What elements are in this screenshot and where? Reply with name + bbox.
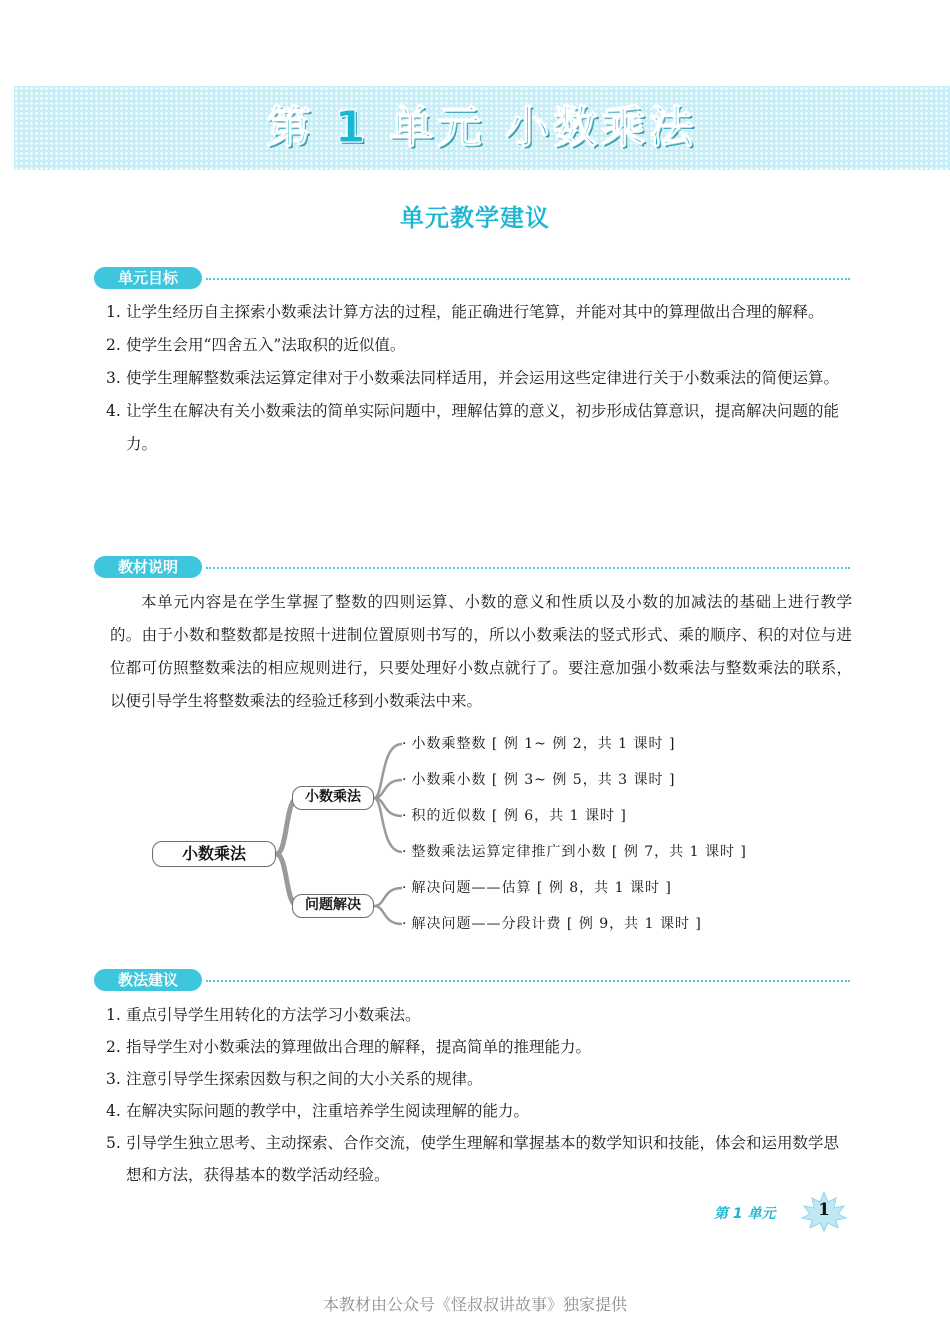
goals-list (106, 296, 854, 461)
mindmap-leaf: · 整数乘法运算定律推广到小数 [ 例 7，共 1 课时 ] (402, 844, 747, 860)
page-number: 1 (818, 1200, 830, 1220)
mindmap-leaf: · 积的近似数 [ 例 6，共 1 课时 ] (402, 808, 627, 824)
mindmap-leaf: · 解决问题——分段计费 [ 例 9，共 1 课时 ] (402, 916, 702, 932)
title-part: 第 (266, 102, 315, 153)
list-item: 4. 在解决实际问题的教学中，注重培养学生阅读理解的能力。 (106, 1102, 530, 1120)
list-item: 2. 使学生会用“四舍五入”法取积的近似值。 (106, 336, 406, 354)
mindmap-leaf: · 小数乘小数 [ 例 3~ 例 5，共 3 课时 ] (402, 772, 676, 788)
list-item: 3. 注意引导学生探索因数与积之间的大小关系的规律。 (106, 1070, 483, 1088)
mindmap-root-node: 小数乘法 (152, 841, 276, 867)
section-subtitle: 单元教学建议 (400, 204, 550, 232)
title-part: 单元 (389, 102, 486, 153)
unit-title (14, 86, 950, 170)
mindmap-branch-node: 小数乘法 (292, 786, 374, 810)
methods-list (106, 999, 854, 1191)
list-item: 3. 使学生理解整数乘法运算定律对于小数乘法同样适用，并会运用这些定律进行关于小数乘法的简便运算。 (106, 369, 840, 387)
section-label: 教法建议 (94, 969, 202, 991)
list-item: 4. 让学生在解决有关小数乘法的简单实际问题中，理解估算的意义，初步形成估算意识，提高解决问题的能力。 (106, 402, 840, 453)
footer-unit-label: 第 1 单元 (714, 1206, 776, 1222)
material-paragraph: 本单元内容是在学生掌握了整数的四则运算、小数的意义和性质以及小数的加减法的基础上进行教学的。由于小数和整数都是按照十进制位置原则书写的，所以小数乘法的竖式形式、乘的顺序、积的对位与进位都可仿照整数乘法的相应规则进行，只要处理好小数点就行了。要注意加强小数乘法与整数乘法的联系，以便引导学生将整数乘法的经验迁移到小数乘法中来。 (110, 593, 852, 710)
list-item: 1. 让学生经历自主探索小数乘法计算方法的过程，能正确进行笔算，并能对其中的算理做出合理的解释。 (106, 303, 824, 321)
list-item: 1. 重点引导学生用转化的方法学习小数乘法。 (106, 1006, 421, 1024)
title-part: 1 (334, 102, 370, 153)
mindmap-leaf: · 解决问题——估算 [ 例 8，共 1 课时 ] (402, 880, 672, 896)
unit-banner (14, 86, 950, 170)
section-label: 单元目标 (94, 267, 202, 289)
title-part: 小数乘法 (505, 102, 698, 153)
dotted-divider (206, 278, 850, 280)
mindmap (140, 724, 840, 948)
section-header-methods (94, 969, 850, 991)
section-label: 教材说明 (94, 556, 202, 578)
watermark-text: 本教材由公众号《怪叔叔讲故事》独家提供 (322, 1295, 627, 1314)
dotted-divider (206, 980, 850, 982)
dotted-divider (206, 567, 850, 569)
mindmap-branch-node: 问题解决 (292, 894, 374, 918)
list-item: 2. 指导学生对小数乘法的算理做出合理的解释，提高简单的推理能力。 (106, 1038, 592, 1056)
section-header-goals (94, 267, 850, 289)
list-item: 5. 引导学生独立思考、主动探索、合作交流，使学生理解和掌握基本的数学知识和技能，体会和运用数学思想和方法，获得基本的数学活动经验。 (106, 1134, 840, 1184)
mindmap-leaf: · 小数乘整数 [ 例 1~ 例 2，共 1 课时 ] (402, 736, 676, 752)
section-header-material (94, 556, 850, 578)
